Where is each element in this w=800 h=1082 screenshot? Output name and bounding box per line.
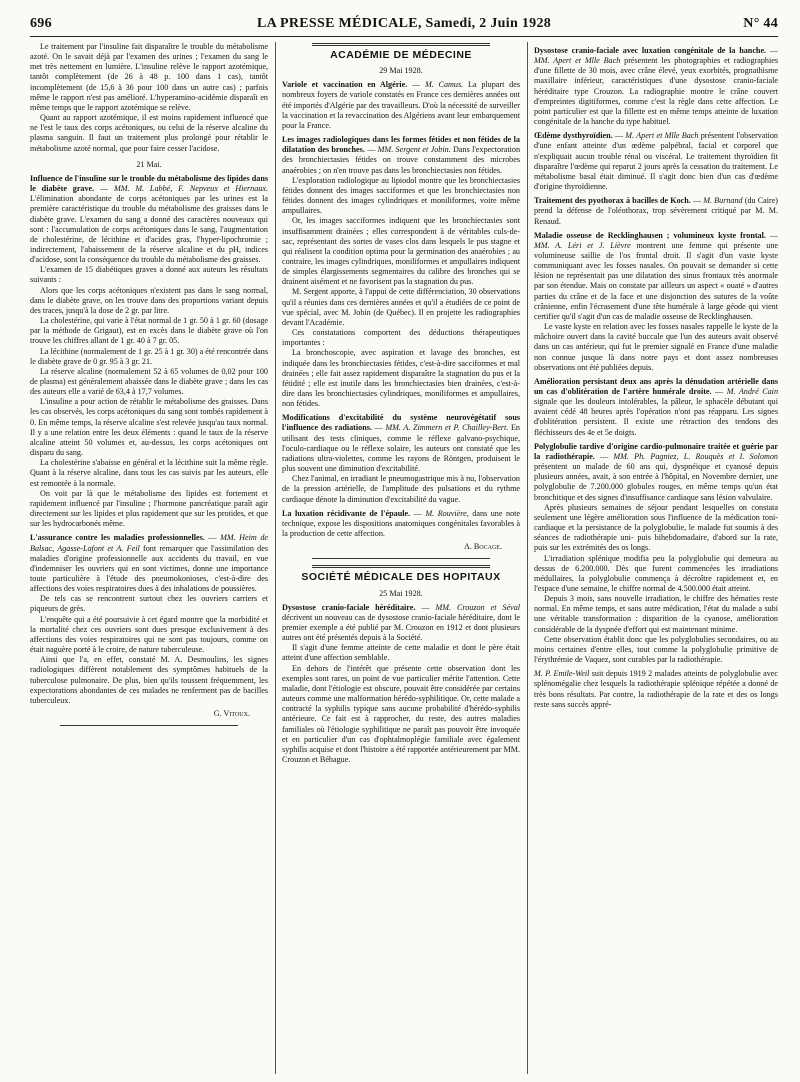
paragraph (282, 287, 520, 328)
article-heading: Modifications d'excitabilité du système neurovégétatif sous l'influence des radiations. (282, 413, 520, 433)
paragraph: Variole et vaccination en Algérie. — M. Camus. La plupart des nombreux foyers de variole constatés en France ces dernières années ont été importés d'Algérie par des travailleurs. D'où la nécessité de surveiller la vaccination et la revaccination des Algériens avant leur embarquement pour la France. (282, 80, 520, 130)
paragraph (534, 669, 778, 710)
column-rule (275, 42, 276, 1074)
paragraph-text: L'insuline a pour action de rétablir le métabolisme des graisses. Dans les cas observés, les corps acétoniques du sang sont tombés rapidement à 0. En même temps, la réserve alcaline s'est relevée jusqu'au taux normal. Il y a une relation entre les deux éléments : quand le taux de la réserve alcaline atteint 50 volumes et, au-dessus, les corps acétoniques ont disparu du sang. (30, 397, 268, 458)
article-authors: MM. A. Léri et J. Lièvre (534, 240, 631, 250)
paragraph: Modifications d'excitabilité du système neurovégétatif sous l'influence des radiations. — MM. A. Zimmern et P. Chailley-Bert. En utilisant des tests cliniques, comme le réflexe galvano-psychique, l'oculo-cardiaque ou le réflexe solaire, les auteurs ont constaté que les radiations ultra-violettes, comme les rayons de Röntgen, produisent le plus souvent une diminution d'excitabilité. (282, 413, 520, 474)
paragraph (30, 458, 268, 488)
paragraph (30, 397, 268, 458)
article-heading: Amélioration persistant deux ans après la dénudation artérielle dans un cas d'oblitération de l'artère humérale droite. (534, 376, 778, 396)
article-heading: Maladie osseuse de Recklinghausen ; volumineux kyste frontal. (534, 230, 766, 240)
article-heading: Traitement des pyothorax à bacilles de Koch. (534, 196, 691, 206)
paragraph (30, 42, 268, 113)
paragraph (534, 635, 778, 665)
paragraph-text: Ainsi que l'a, en effet, constaté M. A. Desmoulins, les signes radiologiques diffèrent notablement des symptômes habituels de la tuberculose pulmonaire. De plus, bien qu'ils toussent fréquemment, les expectorations abondantes de ces malades ne renferment pas de bacilles tuberculeux. (30, 655, 268, 705)
paragraph-text: Il s'agit d'une femme atteinte de cette maladie et dont le père était atteint d'une affection semblable. (282, 643, 520, 663)
column-rule (527, 42, 528, 1074)
paragraph (534, 503, 778, 554)
paragraph (30, 489, 268, 530)
article-heading: Polyglobulie tardive d'origine cardio-pulmonaire traitée et guérie par la radiothérapie. (534, 441, 778, 461)
article-heading: Dysostose cranio-faciale avec luxation congénitale de la hanche. (534, 46, 767, 55)
article-authors: M. André Cain (726, 387, 778, 396)
paragraph (30, 367, 268, 397)
paragraph-text: Depuis 3 mois, sans nouvelle irradiation, le chiffre des hématies reste normal. En même temps, et sans autre médication, l'état du malade a subi une véritable transformation : disparition de la cyanose, amélioration considérable de la dyspnée d'effort qui est maintenant minime. (534, 594, 778, 634)
author-signature: G. Vitoux. (213, 709, 250, 718)
article-heading: L'assurance contre les maladies professionnelles. (30, 533, 205, 543)
paragraph-text: L'examen de 15 diabétiques graves a donné aux auteurs les résultats suivants : (30, 265, 268, 285)
paragraph: La luxation récidivante de l'épaule. — M. Rouvière, dans une note technique, expose les dispositions anatomiques congénitales favorables à la production de cette affection. (282, 508, 520, 539)
article-authors: M. Burnand (703, 196, 743, 206)
article-authors: M. Rouvière, (425, 508, 469, 518)
article-heading: Influence de l'insuline sur le trouble du métabolisme des lipides dans le diabète grave. (30, 173, 268, 194)
article-authors: MM. Crouzon et Séval (435, 602, 520, 612)
paragraph (282, 216, 520, 287)
paragraph-text: On voit par là que le métabolisme des lipides est fortement et rapidement influencé par l'insuline ; l'hormone pancréatique paraît agir directement sur les lipides et plus rapidement que sur les protides, et que sur les hydrocarbonés même. (30, 488, 268, 529)
paragraph: Influence de l'insuline sur le trouble du métabolisme des lipides dans le diabète grave. — MM. M. Labbé, F. Nepveux et Hiernaux. L'élimination abondante de corps acétoniques par les urines est la première caractéristique du trouble du métabolisme des graisses dans le diabète grave. L'examen du sang a donné des caractères nouveaux qui sont : l'accumulation de corps acétoniques dans le sang, l'augmentation de cholestérine, de lécithine et d'acides gras, l'hyper-lipochromie ; indirectement, l'abaissement de la réserve alcaline et du pH, indices d'acidose, sont la conséquence du trouble du métabolisme des graisses. (30, 173, 268, 265)
paragraph (282, 474, 520, 504)
article-authors: MM. Heim de Balsac, Agasse-Lafont et A. Feil (30, 533, 268, 553)
paragraph-text: L'élimination abondante de corps acétoniques par les urines est la première caractéristique du trouble du métabolisme des graisses dans le diabète grave. L'examen du sang a donné des caractères nouveaux qui sont : l'accumulation de corps acétoniques dans le sang, l'augmentation de cholestérine, de lécithine et d'acides gras, l'hyper-lipochromie ; indirectement, l'abaissement de la réserve alcaline et du pH, indices d'acidose, sont la conséquence du trouble du métabolisme des graisses. (30, 194, 268, 265)
paragraph: Dysostose cranio-faciale héréditaire. — MM. Crouzon et Séval décrivent un nouveau cas de dysostose cranio-faciale héréditaire, dont le premier exemple a été publié par M. Crouzon en 1912 et dont plusieurs autres ont été présentés depuis à la Société. (282, 602, 520, 643)
paragraph-text: Or, les images sacciformes indiquent que les bronchiectasies sont insuffisamment drainées ; elles correspondent à de véritables culs-de-sac, représentant des sortes de vases clos dans lesquels le pus stagne et qui réalisent la condition optima pour la germination des anaérobies ; au contraire, les images cylindriques, moniliformes et ampullaires indiquent de simples élargissements segmentaires du calibre des bronches qui se drainent aisément et ne favorisent pas la stagnation du pus. (282, 216, 520, 287)
paragraph-text: La plupart des nombreux foyers de variole constatés en France ces dernières années ont été importés d'Algérie par des travailleurs. D'où la nécessité de surveiller la vaccination et la revaccination des Algériens avant leur embarquement pour la France. (282, 80, 520, 130)
paragraph-text: Le traitement par l'insuline fait disparaître le trouble du métabolisme azoté. On le savait déjà par l'examen des urines ; l'examen du sang le met très nettement en lumière. L'insuline relève le rapport azotémique, tantôt complètement (de 26 à 48 p. 100 dans 1 cas), tantôt incomplètement (de 15,6 à 36 pour 100 dans un autre cas) ; parfois même le rapport n'est pas amélioré. L'hyperamino-acidémie disparaît en même temps que le rapport azotémique se relève. (30, 42, 268, 112)
paragraph: Maladie osseuse de Recklinghausen ; volumineux kyste frontal. — MM. A. Léri et J. Lièvre montrent une femme qui présente une volumineuse saillie de l'os frontal droit. Il s'agit d'un vaste kyste communiquant avec les fosses nasales. On pouvait se demander si cette lésion ne représentait pas une dilatation des sinus frontaux très anormale par son étendue. Mais on constate par ailleurs un aspect « ouaté » d'autres parties du crâne et de la face et une disjonction des sutures de la voûte crânienne, enfin l'écrasement d'une tête humérale à large géode qui vient certifier qu'il s'agit d'un cas de maladie osseuse de Recklinghausen. (534, 230, 778, 321)
session-date: 29 Mai 1928. (379, 66, 423, 76)
section-title: ACADÉMIE DE MÉDECINE (330, 49, 472, 61)
paragraph-text: Le vaste kyste en relation avec les fosses nasales rappelle le kyste de la mâchoire ouvert dans la cavité buccale que l'un des auteurs avait observé dans un cas antérieur, qui fut le premier signalé en France d'une maladie non connue jusque là dans notre pays et dont assez nombreuses observations ont été publiées depuis. (534, 322, 778, 372)
paragraph-text: présentent les photographies et radiographies d'une fillette de 30 mois, avec crâne élevé, yeux exorbités, prognathisme maxillaire inférieur, caractéristiques d'une dysostose cranio-faciale héréditaire type Crouzon. La radiographie montre le crâne couvert d'empreintes digitiformes, comme c'est la règle dans cette affection. Le point particulier est que la fillette est en même temps atteinte de luxation congénitale de la hanche du type habituel. (534, 56, 778, 127)
paragraph-text: Ces constatations comportent des déductions thérapeutiques importantes : (282, 328, 520, 348)
paragraph (30, 594, 268, 614)
paragraph-text: suit depuis 1919 2 malades atteints de polyglobulie avec splénomégalie chez lesquels la radiothérapie splénique répétée a donné de très bons résultats. Par contre, la radiothérapie de la rate et des os longs reste sans succès appré- (534, 669, 778, 709)
paragraph (30, 113, 268, 154)
article-authors: MM. A. Zimmern et P. Chailley-Bert. (385, 423, 509, 433)
article-authors: MM. Apert et Mlle Bach (534, 56, 621, 66)
paragraph: Les images radiologiques dans les formes fétides et non fétides de la dilatation des bronches. — MM. Sergent et Jobin. Dans l'expectoration des bronchiectasies fétides on trouve constamment des microbes anaérobies ; on n'en trouve pas dans les bronchiectasies non fétides. (282, 135, 520, 175)
session-date: 21 Mai. (136, 159, 162, 169)
article-authors: M. Camus. (424, 80, 464, 90)
section-rule (312, 45, 490, 46)
section-title: SOCIÉTÉ MÉDICALE DES HOPITAUX (301, 571, 501, 584)
signature-rule (60, 725, 238, 726)
signature-rule (312, 558, 490, 559)
paragraph (30, 286, 268, 316)
paragraph: Œdème dysthyroïdien. — M. Apert et Mlle Bach présentent l'observation d'une enfant atteinte d'un œdème palpébral, facial et corporel que n'expliquait aucun trouble rénal ou viscéral. Le traitement thyroïdien fit disparaître l'œdème qui reparut 2 jours après la cessation du traitement. Le métabolisme basal était diminué. Il s'agit donc bien d'un cas d'œdème d'origine thyroïdienne. (534, 131, 778, 192)
paragraph (282, 664, 520, 766)
paragraph-text: Dans l'expectoration des bronchiectasies fétides on trouve constamment des microbes anaérobies ; on n'en trouve pas dans les bronchiectasies non fétides. (282, 145, 520, 175)
paragraph-text: En utilisant des tests cliniques, comme le réflexe galvano-psychique, l'oculo-cardiaque ou le réflexe solaire, les auteurs ont constaté que les radiations ultra-violettes, comme les rayons de Röntgen, produisent le plus souvent une diminution d'excitabilité. (282, 423, 520, 474)
article-authors: M. Apert et Mlle Bach (625, 131, 699, 141)
paragraph (282, 176, 520, 217)
paragraph (30, 655, 268, 706)
article-heading: Œdème dysthyroïdien. (534, 131, 613, 141)
column-left (30, 42, 268, 1074)
paragraph (282, 328, 520, 348)
paragraph-text: La lécithine (normalement de 1 gr. 25 à 1 gr. 30) a été rencontrée dans le diabète grave de 0 gr. 95 à 3 gr. 21. (30, 346, 268, 366)
page-number: 696 (30, 16, 52, 31)
author-signature: A. Bocage. (463, 542, 502, 552)
journal-title: LA PRESSE MÉDICALE, Samedi, 2 Juin 1928 (256, 16, 552, 31)
paragraph (534, 554, 778, 595)
paragraph: Amélioration persistant deux ans après la dénudation artérielle dans un cas d'oblitération de l'artère humérale droite. — M. André Cain signale que les douleurs intolérables, la pâleur, le sphacèle débutant qui avaient cédé 48 heures après l'opération n'ont pas réapparu. Les signes d'oblitération persistent. Il existe une rétraction des tendons des fléchisseurs des 4e et 5e doigts. (534, 376, 778, 437)
paragraph-text: Chez l'animal, en irradiant le pneumogastrique mis à nu, l'observation de la pression artérielle, de l'amplitude des pulsations et du rythme cardiaque dénote la diminution d'excitabilité du vague. (282, 474, 520, 504)
paragraph (282, 348, 520, 409)
paragraph-text: Cette observation établit donc que les polyglobulies secondaires, ou au moins certaines d'entre elles, tout comme la polyglobulie primitive de l'érythrémie de Vaquez, sont curables par la radiothérapie. (534, 634, 778, 665)
paragraph: L'assurance contre les maladies professionnelles. — MM. Heim de Balsac, Agasse-Lafont et A. Feil font remarquer que l'assimilation des maladies d'origine professionnelle aux accidents du travail, en vue d'indemniser les ouvriers qui en sont victimes, donne une importance toute particulière à l'étude des pneumokonioses, c'est-à-dire des affections des voies respiratoires dues à des inhalations de poussières. (30, 533, 268, 594)
paragraph-text: montrent une femme qui présente une volumineuse saillie de l'os frontal droit. Il s'agit d'un vaste kyste communiquant avec les fosses nasales. On pouvait se demander si cette lésion ne représentait pas une dilatation des sinus frontaux très anormale par son étendue. Mais on constate par ailleurs un aspect « ouaté » d'autres parties du crâne et de la face et une disjonction des sutures de la voûte crânienne, enfin l'écrasement d'une tête humérale à large géode qui vient certifier qu'il s'agit d'un cas de maladie osseuse de Recklinghausen. (534, 240, 778, 321)
paragraph-text: La cholestérine, qui varie à l'état normal de 1 gr. 50 à 1 gr. 60 (dosage par la méthode de Grigaut), est en excès dans le diabète grave où l'on trouve les chiffres allant de 1 gr. 40 à 7 gr. 05. (30, 316, 268, 346)
paragraph-text: De tels cas se rencontrent surtout chez les ouvriers carriers et piqueurs de grès. (30, 594, 268, 614)
paragraph-text: La cholestérine s'abaisse en général et la lécithine suit la même règle. Quant à la réserve alcaline, dans tous les cas suivis par les auteurs, elle est remontée à la normale. (30, 458, 268, 488)
paragraph-text: Alors que les corps acétoniques n'existent pas dans le sang normal, dans le diabète grave, on les trouve dans des proportions variant depuis des traces, jusqu'à la dose de 2 gr. par litre. (30, 285, 268, 315)
paragraph-text: La bronchoscopie, avec aspiration et lavage des bronches, est indiquée dans les bronchiectasies fétides, c'est-à-dire sacciformes et mal drainées ; elle fait assez rapidement disparaître la stagnation du pus et la fétidité ; elle est inutile dans les bronchiectasies bien drainées, c'est-à-dire dans les bronchiectasies cylindriques, moniliformes et ampullaires, non fétides. (282, 348, 520, 409)
paragraph (534, 322, 778, 373)
issue-number: N° 44 (743, 16, 778, 31)
paragraph-text: En dehors de l'intérêt que présente cette observation dont les exemples sont rares, un point de vue particulier mérite l'attention. Cette maladie, dont l'étiologie est obscure, pouvait être considérée par certains auteurs comme une malformation hérédo-syphilitique. Or, cette malade a contracté la syphilis typique sans aucune probabilité d'hérédo-syphilis antérieure. Ce fait est à rapprocher, du reste, des autres maladies familiales où l'étiologie syphilitique ne paraît pas pouvoir être invoquée et en particulier d'un cas d'ophtalmoplégie familiale avec également syphilis acquise et dont l'histoire a été rapportée antérieurement par MM. Crouzon et Béhague. (282, 663, 520, 764)
page-header (30, 10, 778, 37)
paragraph-text: signale que les douleurs intolérables, la pâleur, le sphacèle débutant qui avaient cédé 48 heures après l'opération n'ont pas réapparu. Les signes d'oblitération persistent. Il existe une rétraction des tendons des fléchisseurs des 4e et 5e doigts. (534, 397, 778, 437)
article-authors: MM. Sergent et Jobin. (377, 145, 451, 155)
section-rule (312, 565, 490, 566)
article-heading: La luxation récidivante de l'épaule. (282, 508, 411, 518)
paragraph-text: présentent l'observation d'une enfant atteinte d'un œdème palpébral, facial et corporel que n'expliquait aucun trouble rénal ou viscéral. Le traitement thyroïdien fit disparaître l'œdème qui reparut 2 jours après la cessation du traitement. Le métabolisme basal était diminué. Il s'agit donc bien d'un cas d'œdème d'origine thyroïdienne. (534, 131, 778, 192)
paragraph-text: Après plusieurs semaines de séjour pendant lesquelles on constata seulement une légère amélioration sous l'influence de la médication toni-cardiaque et la persistance de la polyglobulie, le malade fut soumis à des séances de radiothérapie uni- puis bihebdomadaire, d'abord sur la rate, puis sur les extrémités des os longs. (534, 502, 778, 553)
section-rule (312, 567, 490, 568)
paragraph-text: (du Caire) prend la défense de l'oléothorax, trop sévèrement critiqué par M. M. Renaud. (534, 196, 778, 226)
paragraph-text: font remarquer que l'assimilation des maladies d'origine professionnelle aux accidents du travail, en vue d'indemniser les ouvriers qui en sont victimes, donne une importance toute particulière à l'étude des pneumokonioses, c'est-à-dire des affections des voies respiratoires dues à des inhalations de poussières. (30, 543, 268, 594)
article-heading: Variole et vaccination en Algérie. (282, 80, 408, 90)
paragraph-text: Quant au rapport azotémique, il est moins rapidement influencé que ne l'est le taux des corps acétoniques, ou celui de la réserve alcaline du plasma sanguin. Il faut un traitement plus prolongé pour rétablir le métabolisme azoté normal, que pour faire cesser l'acidose. (30, 113, 268, 153)
paragraph (30, 347, 268, 367)
section-rule (312, 43, 490, 44)
article-authors: MM. Ph. Pagniez, L. Rouquès et I. Solomon (613, 451, 778, 461)
paragraph-text: L'exploration radiologique au lipiodol montre que les bronchiectasies fétides donnent des images sacciformes et que les bronchiectasies non fétides donnent des images cylindriques et moniliformes, voire même ampullaires. (282, 175, 520, 216)
paragraph: Traitement des pyothorax à bacilles de Koch. — M. Burnand (du Caire) prend la défense de l'oléothorax, trop sévèrement critiqué par M. M. Renaud. (534, 196, 778, 226)
paragraph-text: décrivent un nouveau cas de dysostose cranio-faciale héréditaire, dont le premier exemple a été publié par M. Crouzon en 1912 et dont plusieurs autres ont été présentés depuis à la Société. (282, 612, 520, 643)
paragraph-text: M. Sergent apporte, à l'appui de cette différenciation, 30 observations qu'il a réunies dans ces dernières années et qu'il a étudiées de ce point de vue spécial, avec M. Jobin (de Québec). Il en projette les radiographies devant l'Académie. (282, 287, 520, 327)
paragraph (30, 615, 268, 656)
article-heading: Dysostose cranio-faciale héréditaire. (282, 602, 416, 612)
column-right (534, 42, 778, 1074)
paragraph (534, 594, 778, 635)
paragraph-text: L'enquête qui a été poursuivie à cet égard montre que la morbidité et la mortalité chez ces ouvriers sont dues presque exclusivement à des affections des voies respiratoires qui ne sont pas toujours, comme on était naguère porté à le croire, de nature tuberculeuse. (30, 614, 268, 655)
article-authors: MM. M. Labbé, F. Nepveux et Hiernaux. (113, 184, 268, 194)
paragraph: Dysostose cranio-faciale avec luxation congénitale de la hanche. — MM. Apert et Mlle Bach présentent les photographies et radiographies d'une fillette de 30 mois, avec crâne élevé, yeux exorbités, prognathisme maxillaire inférieur, caractéristiques d'une dysostose cranio-faciale héréditaire type Crouzon. La radiographie montre le crâne couvert d'empreintes digitiformes, comme c'est la règle dans cette affection. Le point particulier est que la fillette est en même temps atteinte de luxation congénitale de la hanche du type habituel. (534, 46, 778, 127)
paragraph-text: La réserve alcaline (normalement 52 à 65 volumes de 0,02 pour 100 de plasma) est généralement abaissée dans le diabète grave ; dans les cas des auteurs elle a varié de 63,4 à 17,7 volumes. (30, 366, 268, 397)
paragraph (282, 643, 520, 663)
column-middle (282, 42, 520, 1074)
session-date: 25 Mai 1928. (379, 588, 423, 598)
paragraph-text: L'irradiation splénique modifia peu la polyglobulie qui demeura au dessus de 6.200.000. Dès que furent commencées les irradiations médullaires, la polyglobulie commença à décroître rapidement et, en l'espace d'une semaine, le chiffre normal de 4.500.000 était atteint. (534, 553, 778, 593)
paragraph: Polyglobulie tardive d'origine cardio-pulmonaire traitée et guérie par la radiothérapie. — MM. Ph. Pagniez, L. Rouquès et I. Solomon présentent un malade de 60 ans qui, dyspnéique et cyanosé depuis plusieurs années, avait, à son entrée à l'hôpital, en Novembre dernier, une polyglobulie de 7.200.000 globules rouges, en même temps qu'un état bronchitique et des signes d'insuffisance cardiaque sans lésion valvulaire. (534, 441, 778, 502)
paragraph-text: présentent un malade de 60 ans qui, dyspnéique et cyanosé depuis plusieurs années, avait, à son entrée à l'hôpital, en Novembre dernier, une polyglobulie de 7.200.000 globules rouges, en même temps qu'un état bronchitique et des signes d'insuffisance cardiaque sans lésion valvulaire. (534, 462, 778, 502)
paragraph-text: dans une note technique, expose les dispositions anatomiques congénitales favorables à la production de cette affection. (282, 508, 520, 539)
paragraph (30, 316, 268, 346)
article-heading: Les images radiologiques dans les formes fétides et non fétides de la dilatation des bronches. (282, 135, 520, 155)
article-authors: M. P. Emile-Weil (534, 669, 590, 679)
paragraph (30, 265, 268, 285)
